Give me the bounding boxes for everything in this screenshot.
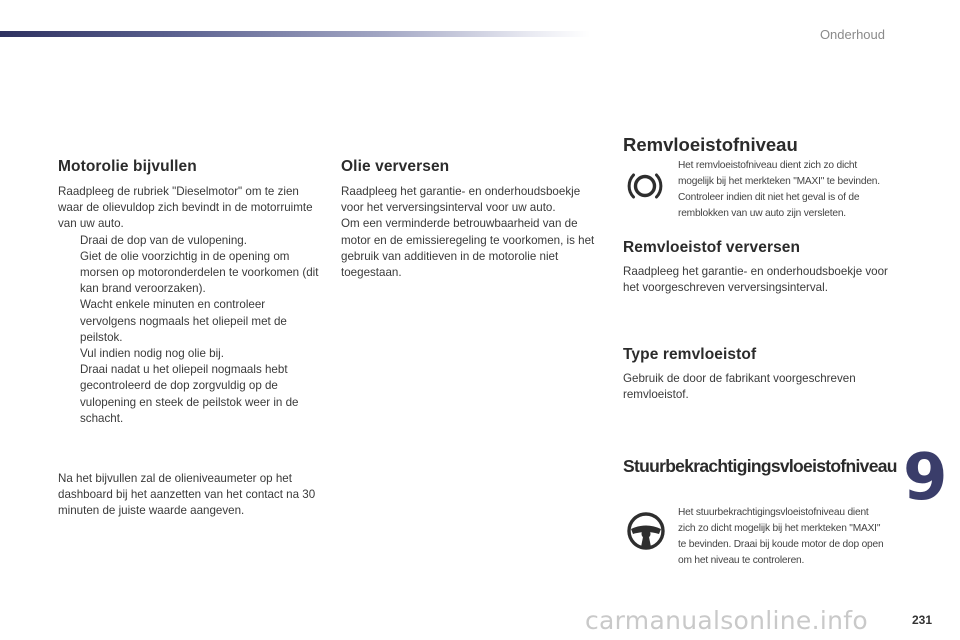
watermark: carmanualsonline.info — [585, 606, 868, 635]
section-title: Type remvloeistof — [623, 346, 757, 363]
column-engine-oil-footer — [58, 471, 320, 520]
list-item-text: Draai de dop van de vulopening. — [80, 233, 247, 247]
steering-wheel-icon — [625, 510, 667, 552]
section-title: Remvloeistofniveau — [623, 134, 798, 155]
section-brake-fluid-change — [623, 239, 893, 296]
section-brake-fluid-type — [623, 346, 893, 403]
footer-text: Na het bijvullen zal de olieniveaumeter op het dashboard bij het aanzetten van het contact na 30 minuten de juiste waarde aangeven. — [58, 472, 316, 518]
section-title: Olie verversen — [341, 158, 450, 175]
section-header: Onderhoud — [819, 27, 885, 42]
section-title: Motorolie bijvullen — [58, 158, 197, 175]
note-text: Het remvloeistofniveau dient zich zo dicht mogelijk bij het merkteken "MAXI" te bevinden. Controleer indien dit niet het geval is of de remblokken van uw auto zijn versleten. — [678, 160, 880, 219]
list-item-text: Wacht enkele minuten en controleer vervolgens nogmaals het oliepeil met de peilstok. — [80, 298, 287, 344]
note-text: Het stuurbekrachtigingsvloeistofniveau dient zich zo dicht mogelijk bij het merkteken "MAXI" te bevinden. Draai bij koude motor de dop open om het niveau te controleren. — [678, 507, 884, 566]
column-oil-change — [341, 158, 603, 281]
list-item — [58, 233, 320, 249]
paragraph: Gebruik de door de fabrikant voorgeschreven remvloeistof. — [623, 372, 856, 402]
steps-list — [58, 233, 320, 427]
intro-text: Raadpleeg de rubriek "Dieselmotor" om te zien waar de olievuldop zich bevindt in de motorruimte van uw auto. — [58, 185, 313, 231]
page-number: 231 — [912, 613, 933, 627]
list-item — [58, 249, 320, 298]
paragraph: Raadpleeg het garantie- en onderhoudsboekje voor het verversingsinterval voor uw auto. — [341, 185, 581, 215]
column-engine-oil-topup — [58, 158, 320, 427]
list-item — [58, 346, 320, 362]
brake-level-note — [678, 158, 888, 222]
section-title: Stuurbekrachtigingsvloeistofniveau — [623, 456, 897, 476]
paragraph: Raadpleeg het garantie- en onderhoudsboekje voor het voorgeschreven verversingsinterval. — [623, 265, 888, 295]
section-title: Remvloeistof verversen — [623, 239, 801, 256]
list-item — [58, 362, 320, 427]
list-item-text: Vul indien nodig nog olie bij. — [80, 347, 224, 361]
steering-level-note — [678, 505, 888, 569]
chapter-number: 9 — [903, 441, 948, 515]
paragraph: Om een verminderde betrouwbaarheid van de motor en de emissieregeling te voorkomen, is het gebruik van additieven in de motorolie niet toegestaan. — [341, 217, 595, 280]
section-brake-fluid-level — [623, 134, 893, 156]
list-item-text: Giet de olie voorzichtig in de opening om morsen op motoronderdelen te voorkomen (dit kan brand veroorzaken). — [80, 249, 319, 296]
brake-warning-icon — [625, 168, 665, 204]
list-item-text: Draai nadat u het oliepeil nogmaals hebt gecontroleerd de dop zorgvuldig op de vulopening en steek de peilstok weer in de schacht. — [80, 363, 299, 425]
section-power-steering-level — [623, 456, 897, 477]
header-color-bar — [0, 31, 590, 37]
list-item — [58, 297, 320, 346]
